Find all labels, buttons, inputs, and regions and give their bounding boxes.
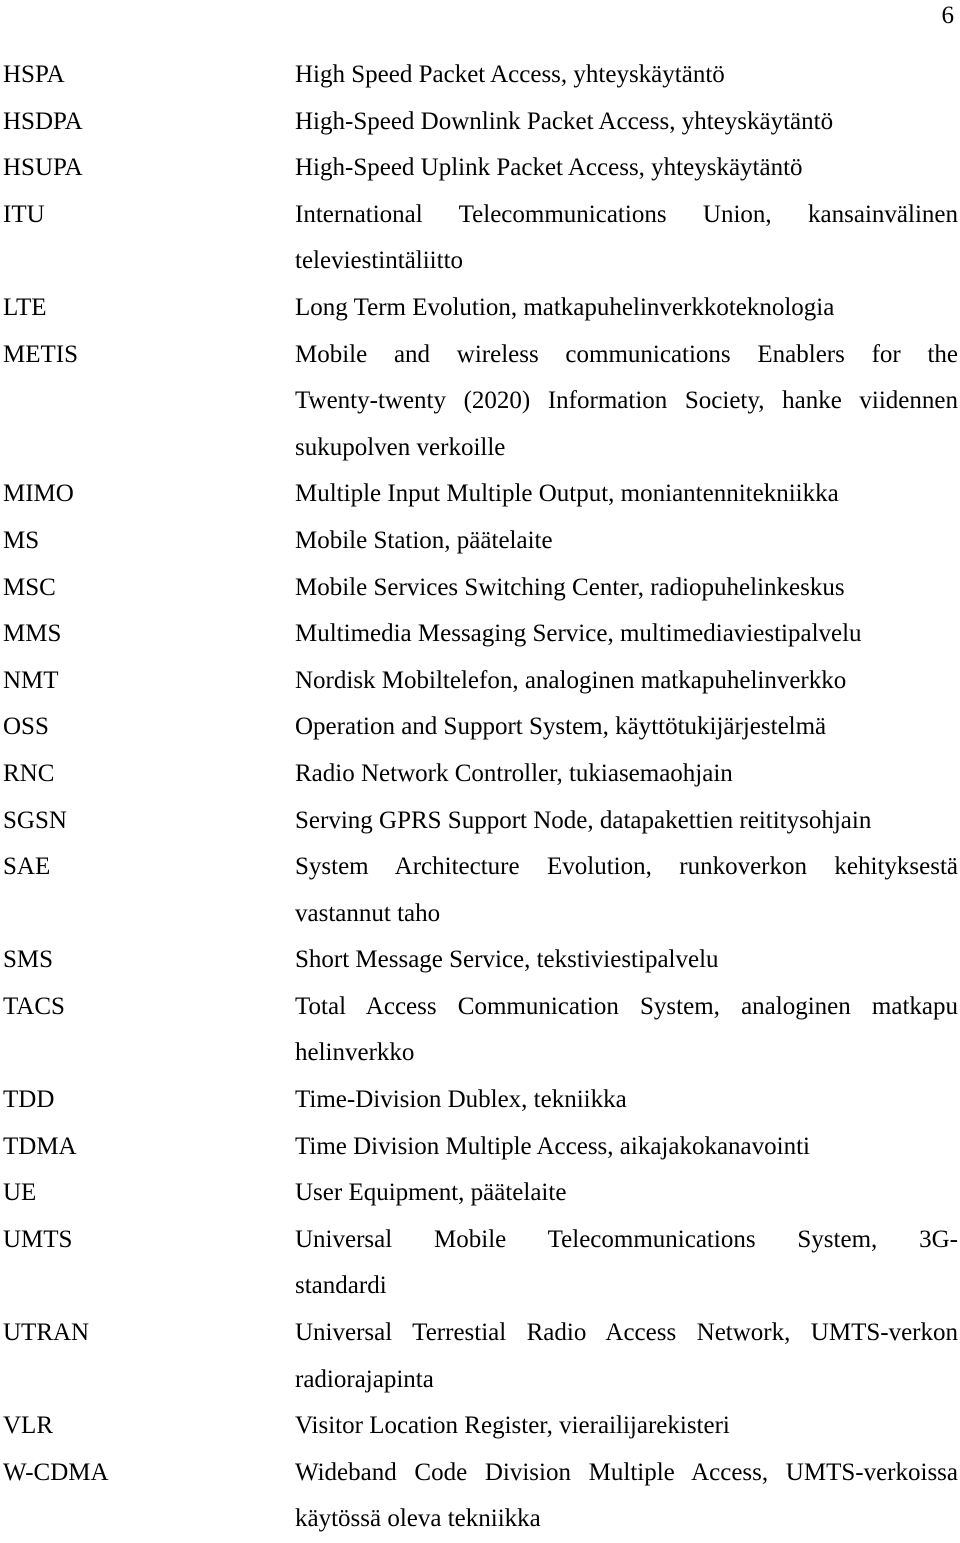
abbreviation-definition <box>295 1310 958 1403</box>
abbreviation-entry <box>0 52 960 99</box>
definition-line: televiestintäliitto <box>295 247 464 275</box>
abbreviation-entry <box>0 704 960 751</box>
abbreviation-term: MSC <box>3 573 56 601</box>
abbreviation-term: TACS <box>3 992 65 1020</box>
abbreviation-term: SMS <box>3 946 54 974</box>
abbreviation-term: SAE <box>3 853 51 881</box>
definition-line: käytössä oleva tekniikka <box>295 1505 541 1533</box>
abbreviation-definition <box>295 332 958 472</box>
page-number: 6 <box>941 2 954 29</box>
abbreviation-definition <box>295 704 958 751</box>
abbreviation-entry <box>0 518 960 565</box>
abbreviation-definition <box>295 52 958 99</box>
definition-line: helinverkko <box>295 1039 415 1067</box>
abbreviation-definition <box>295 1077 958 1124</box>
abbreviation-definition <box>295 751 958 798</box>
abbreviation-term: VLR <box>3 1412 53 1440</box>
abbreviation-definition <box>295 471 958 518</box>
abbreviation-definition <box>295 518 958 565</box>
definition-line: Short Message Service, tekstiviestipalvelu <box>295 946 719 974</box>
definition-line: Long Term Evolution, matkapuhelinverkkoteknologia <box>295 293 835 321</box>
abbreviation-definition <box>295 145 958 192</box>
definition-line: Mobile Station, päätelaite <box>295 526 553 554</box>
abbreviation-term: W-CDMA <box>3 1458 109 1486</box>
abbreviation-entry <box>0 145 960 192</box>
definition-line: Mobile Services Switching Center, radiopuhelinkeskus <box>295 573 845 601</box>
abbreviation-term: LTE <box>3 293 47 321</box>
abbreviation-entry <box>0 471 960 518</box>
abbreviation-entry <box>0 99 960 146</box>
abbreviation-term: HSUPA <box>3 154 83 182</box>
abbreviation-definition <box>295 844 958 937</box>
abbreviation-definition <box>295 99 958 146</box>
abbreviation-entry <box>0 1077 960 1124</box>
definition-line: Nordisk Mobiltelefon, analoginen matkapuhelinverkko <box>295 666 847 694</box>
definition-line: System Architecture Evolution, runkoverkon kehityksestä <box>295 853 958 881</box>
definition-line: sukupolven verkoille <box>295 433 506 461</box>
definition-line: User Equipment, päätelaite <box>295 1179 567 1207</box>
abbreviation-entry <box>0 798 960 845</box>
abbreviation-term: RNC <box>3 759 55 787</box>
abbreviation-entry <box>0 937 960 984</box>
definition-line: vastannut taho <box>295 899 441 927</box>
abbreviation-definition <box>295 1450 958 1543</box>
definition-line: Multimedia Messaging Service, multimediaviestipalvelu <box>295 620 862 648</box>
abbreviation-definition <box>295 1170 958 1217</box>
definition-line: Time Division Multiple Access, aikajakokanavointi <box>295 1132 810 1160</box>
definition-line: Twenty-twenty (2020) Information Society, hanke viidennen <box>295 387 958 415</box>
abbreviation-term: MIMO <box>3 480 74 508</box>
abbreviation-entry <box>0 1310 960 1403</box>
abbreviation-entry <box>0 751 960 798</box>
abbreviation-definition <box>295 192 958 285</box>
abbreviation-term: HSDPA <box>3 107 83 135</box>
definition-line: Time-Division Dublex, tekniikka <box>295 1086 627 1114</box>
abbreviation-entry <box>0 1403 960 1450</box>
abbreviation-term: OSS <box>3 713 49 741</box>
abbreviation-definition <box>295 658 958 705</box>
definition-line: Universal Mobile Telecommunications System, 3G- <box>295 1225 958 1253</box>
abbreviation-term: MMS <box>3 620 62 648</box>
abbreviation-entry <box>0 192 960 285</box>
definition-line: High Speed Packet Access, yhteyskäytäntö <box>295 61 725 88</box>
abbreviation-definition <box>295 285 958 332</box>
definition-line: High-Speed Downlink Packet Access, yhteyskäytäntö <box>295 107 834 135</box>
definition-line: Operation and Support System, käyttötukijärjestelmä <box>295 713 827 741</box>
abbreviation-term: UMTS <box>3 1225 73 1253</box>
abbreviation-definition <box>295 1217 958 1310</box>
definition-line: standardi <box>295 1272 387 1300</box>
abbreviation-entry <box>0 1124 960 1171</box>
abbreviation-entry <box>0 844 960 937</box>
definition-line: Multiple Input Multiple Output, moniantennitekniikka <box>295 480 839 508</box>
definition-line: Universal Terrestial Radio Access Network, UMTS-verkon <box>295 1319 958 1347</box>
abbreviation-entry <box>0 984 960 1077</box>
abbreviation-term: UE <box>3 1179 37 1207</box>
abbreviation-definition <box>295 798 958 845</box>
abbreviation-definition <box>295 1403 958 1450</box>
abbreviation-definition <box>295 565 958 612</box>
abbreviation-term: METIS <box>3 340 78 368</box>
definition-line: Serving GPRS Support Node, datapakettien reititysohjain <box>295 806 872 834</box>
abbreviation-definition <box>295 611 958 658</box>
definition-line: Mobile and wireless communications Enablers for the <box>295 340 958 368</box>
abbreviation-definition <box>295 1124 958 1171</box>
definition-line: High-Speed Uplink Packet Access, yhteyskäytäntö <box>295 154 803 182</box>
abbreviation-entry <box>0 332 960 472</box>
abbreviation-entry <box>0 285 960 332</box>
abbreviation-entry <box>0 565 960 612</box>
abbreviation-entry <box>0 611 960 658</box>
definition-line: Total Access Communication System, analoginen matkapu <box>295 992 958 1020</box>
abbreviation-entry <box>0 1450 960 1543</box>
abbreviation-term: MS <box>3 526 40 554</box>
abbreviation-term: TDD <box>3 1086 55 1114</box>
abbreviation-term: HSPA <box>3 61 65 88</box>
definition-line: Visitor Location Register, vierailijarekisteri <box>295 1412 730 1440</box>
abbreviation-entry <box>0 658 960 705</box>
abbreviation-term: ITU <box>3 200 45 228</box>
abbreviation-entry <box>0 1217 960 1310</box>
abbreviation-term: NMT <box>3 666 59 694</box>
abbreviation-entry <box>0 1170 960 1217</box>
definition-line: Radio Network Controller, tukiasemaohjain <box>295 759 733 787</box>
abbreviation-definition <box>295 984 958 1077</box>
definition-line: Wideband Code Division Multiple Access, UMTS-verkoissa <box>295 1458 958 1486</box>
abbreviation-term: TDMA <box>3 1132 77 1160</box>
abbreviation-term: SGSN <box>3 806 67 834</box>
definition-line: International Telecommunications Union, kansainvälinen <box>295 200 958 228</box>
abbreviation-term: UTRAN <box>3 1319 90 1347</box>
definition-line: radiorajapinta <box>295 1365 434 1393</box>
abbreviation-definition <box>295 937 958 984</box>
abbreviation-list <box>0 52 960 1543</box>
